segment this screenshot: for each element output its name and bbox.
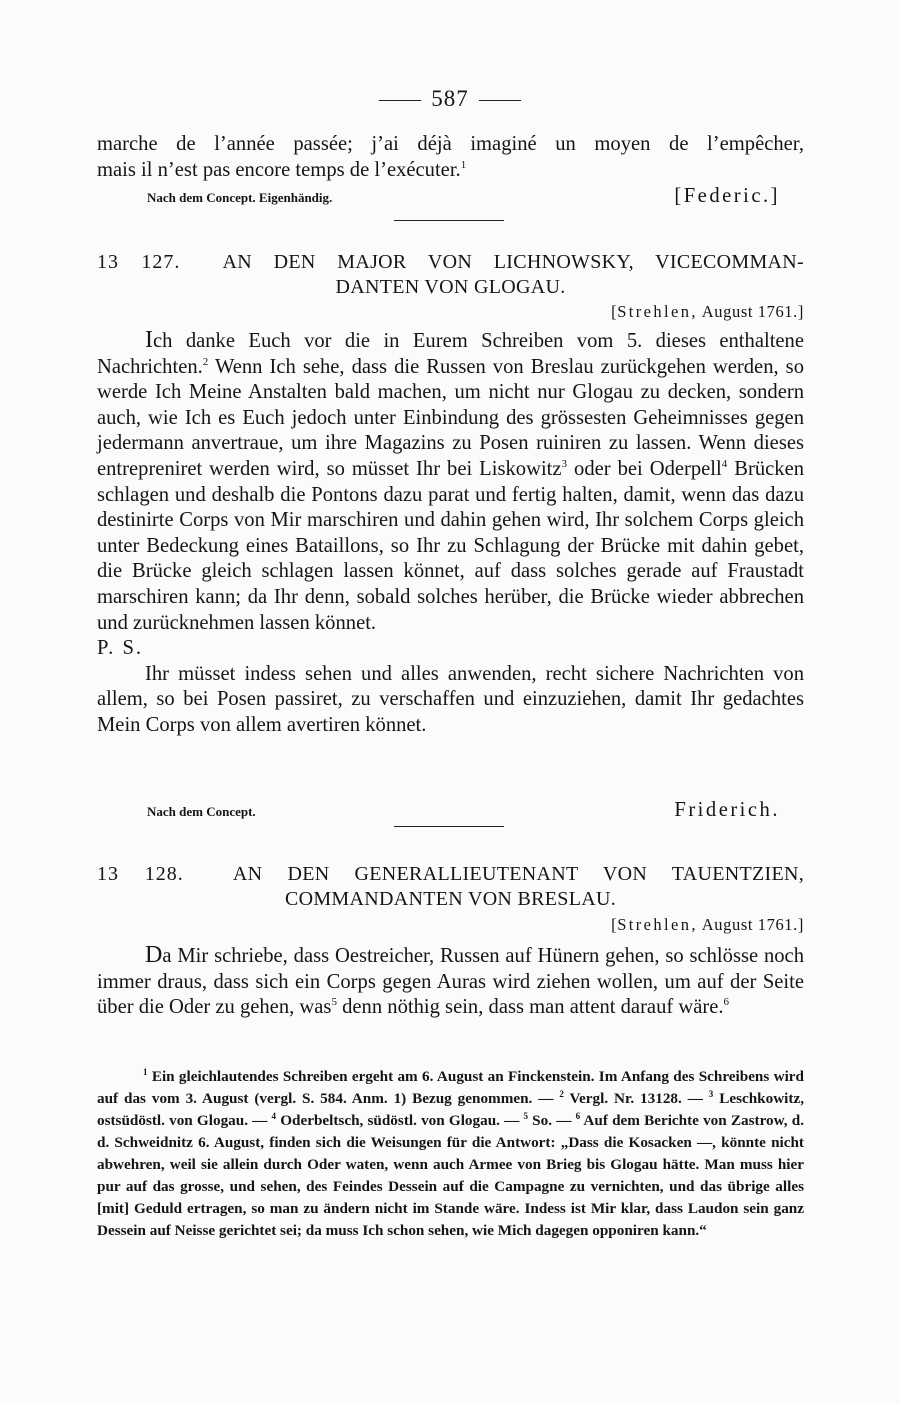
- footnote-mark-5: 5: [523, 1110, 528, 1121]
- footnote-mark-3: 3: [708, 1088, 714, 1099]
- previous-letter-source-row: [97, 178, 804, 208]
- section-divider-2: [394, 826, 504, 827]
- previous-letter-continuation: [97, 132, 804, 183]
- footnote-text-5: So. —: [528, 1112, 576, 1129]
- footnotes: [97, 1066, 804, 1242]
- footnote-mark-1: 1: [143, 1066, 148, 1077]
- letter-13127-paragraph: [97, 328, 804, 636]
- letter-13127-ps-text: Ihr müsset indess sehen und alles anwenden, recht sichere Nachrichten von allem, so bei Posen passiret, zu verschaffen und einzuziehen, damit Ihr gedachtes Mein Corps von allem avertiren könnet.: [97, 662, 804, 736]
- previous-letter-source-note: Nach dem Concept. Eigenhändig.: [147, 190, 333, 205]
- letter-13128-date: August 1761.: [701, 915, 798, 934]
- footnote-ref-2: 2: [202, 355, 209, 368]
- letter-13127-text-4: Brücken schlagen und deshalb die Pontons dazu parat und fertig halten, damit, wenn das dazu destinirte Corps von Mir marschiren und dahin gehen wird, Ihr solchem Corps gleich unter Bedeckung eines Bataillons, so Ihr zu Schlagung der Brücke mit dahin gebet, die Brücke gleich schlagen lassen könnet, auf dass solches gerade auf Fraustadt marschiren kann; da Ihr denn, sobald solches herüber, die Brücke wieder abbrechen und zurücknehmen lassen könnet.: [97, 457, 805, 634]
- letter-13128-heading: [97, 862, 804, 912]
- letter-13127-text-1: ch danke Euch vor die in Eurem Schreiben vom 5. dieses enthaltene Nachrichten.: [97, 330, 804, 378]
- letter-13127-dropcap: I: [145, 327, 153, 353]
- letter-13127-heading-line-1: [97, 250, 804, 275]
- letter-13128-heading-line-1: [97, 862, 804, 887]
- footnote-ref-6: 6: [723, 996, 730, 1009]
- letter-13127-ps-label: P. S.: [97, 637, 144, 660]
- footnote-ref-4: 4: [721, 458, 728, 471]
- letter-13128-text-2: denn nöthig sein, dass man attent darauf wäre.: [336, 996, 724, 1019]
- letter-13127-date: August 1761.: [701, 302, 798, 321]
- letter-13127-dateline: [Strehlen, August 1761.]: [611, 302, 804, 321]
- letter-13128-text-1: a Mir schriebe, dass Oestreicher, Russen auf Hünern gehen, so schlösse noch immer draus, dass sich ein Corps gegen Auras wird ziehen wollen, um auf der Seite über die Oder zu gehen, was: [97, 945, 804, 1019]
- letter-13127-text-3: oder bei Oderpell: [567, 457, 722, 480]
- previous-letter-signature: [Federic.]: [674, 185, 780, 207]
- continuation-line-1: marche de l’année passée; j’ai déjà imaginé un moyen de l’empêcher,: [97, 133, 804, 155]
- footnote-mark-4: 4: [271, 1110, 277, 1121]
- letter-13128-heading-line-2: COMMANDANTEN VON BRESLAU.: [284, 888, 617, 910]
- footnote-text-4: Oderbeltsch, südöstl. von Glogau. —: [276, 1112, 524, 1129]
- letter-13128-heading-text-1: AN DEN GENERALLIEUTENANT VON TAUENTZIEN,: [232, 863, 805, 885]
- letter-13128-date-place: Strehlen,: [617, 915, 698, 934]
- continuation-line-2-text: mais il n’est pas encore temps de l’exécuter.: [97, 158, 461, 181]
- footnote-text-2: Vergl. Nr. 13128. —: [563, 1090, 709, 1107]
- letter-13127-number: 13 127.: [97, 251, 181, 273]
- section-divider-1: [394, 220, 504, 221]
- letter-13128-number: 13 128.: [97, 863, 184, 885]
- footnote-mark-2: 2: [559, 1088, 564, 1099]
- page-number-value: 587: [431, 86, 469, 111]
- letter-13128-body: [97, 943, 804, 1021]
- letter-13127-date-place: Strehlen,: [617, 302, 698, 321]
- letter-13127-heading: [97, 250, 804, 300]
- footnote-text-1: Ein gleichlautendes Schreiben ergeht am 6. August an Finckenstein. Im Anfang des Schreibens wird auf das vom 3. August (vergl. S. 584. Anm. 1) Bezug genommen. —: [97, 1068, 804, 1107]
- footnote-text-6: Auf dem Berichte von Zastrow, d. d. Schweidnitz 6. August, finden sich die Weisungen für die Antwort: „Dass die Kosacken —, könnte nicht abwehren, weil sie allein durch Oder waten, wenn auch Armee von Brieg bis Glogau hätte. Man muss hier pur auf das grosse, und sehen, des Feindes Dessein auf die Campagne zu vernichten, und das übrige alles [mit] Geduld ertragen, so man zu ändern nicht im Stande wäre. Indess ist Mir klar, dass Laudon sein ganz Dessein auf Neisse gerichtet sei; da muss Ich schon sehen, wie Mich dagegen opponiren kann.“: [97, 1112, 804, 1239]
- letter-13128-paragraph: [97, 943, 804, 1021]
- letter-13127-signature: Friderich.: [674, 799, 780, 821]
- footnote-text-3: Leschkowitz, ostsüdöstl. von Glogau. —: [97, 1090, 804, 1129]
- letter-13127-text-2: Wenn Ich sehe, dass die Russen von Breslau zurückgehen werden, so werde Ich Meine Anstalten bald machen, um nicht nur Glogau zu decken, sondern auch, wie Ich es Euch jedoch unter Einbindung des grössesten Geheimnisses gegen jedermann anvertraue, um ihre Magazins zu Posen ruiniren zu lassen. Wenn dieses entrepreniret werden wird, so müsset Ihr bei Liskowitz: [97, 355, 804, 480]
- letter-13127-heading-line-2: DANTEN VON GLOGAU.: [335, 276, 566, 298]
- footnote-ref-3: 3: [561, 458, 568, 471]
- letter-13127-body: [97, 328, 804, 739]
- page-number: [0, 86, 900, 112]
- letter-13128-dateline: [Strehlen, August 1761.]: [611, 915, 804, 934]
- page-number-dash-left: [379, 100, 421, 101]
- letter-13127-source-note: Nach dem Concept.: [147, 804, 256, 819]
- footnote-mark-6: 6: [575, 1110, 581, 1121]
- footnotes-paragraph: [97, 1066, 804, 1242]
- footnote-ref-5: 5: [331, 996, 337, 1009]
- letter-13127-source-row: [97, 792, 804, 822]
- letter-13128-dropcap: D: [145, 942, 163, 968]
- footnote-ref-1: 1: [460, 158, 467, 171]
- page-number-dash-right: [479, 100, 521, 101]
- letter-13127-heading-text-1: AN DEN MAJOR VON LICHNOWSKY, VICECOMMAN-: [222, 251, 804, 273]
